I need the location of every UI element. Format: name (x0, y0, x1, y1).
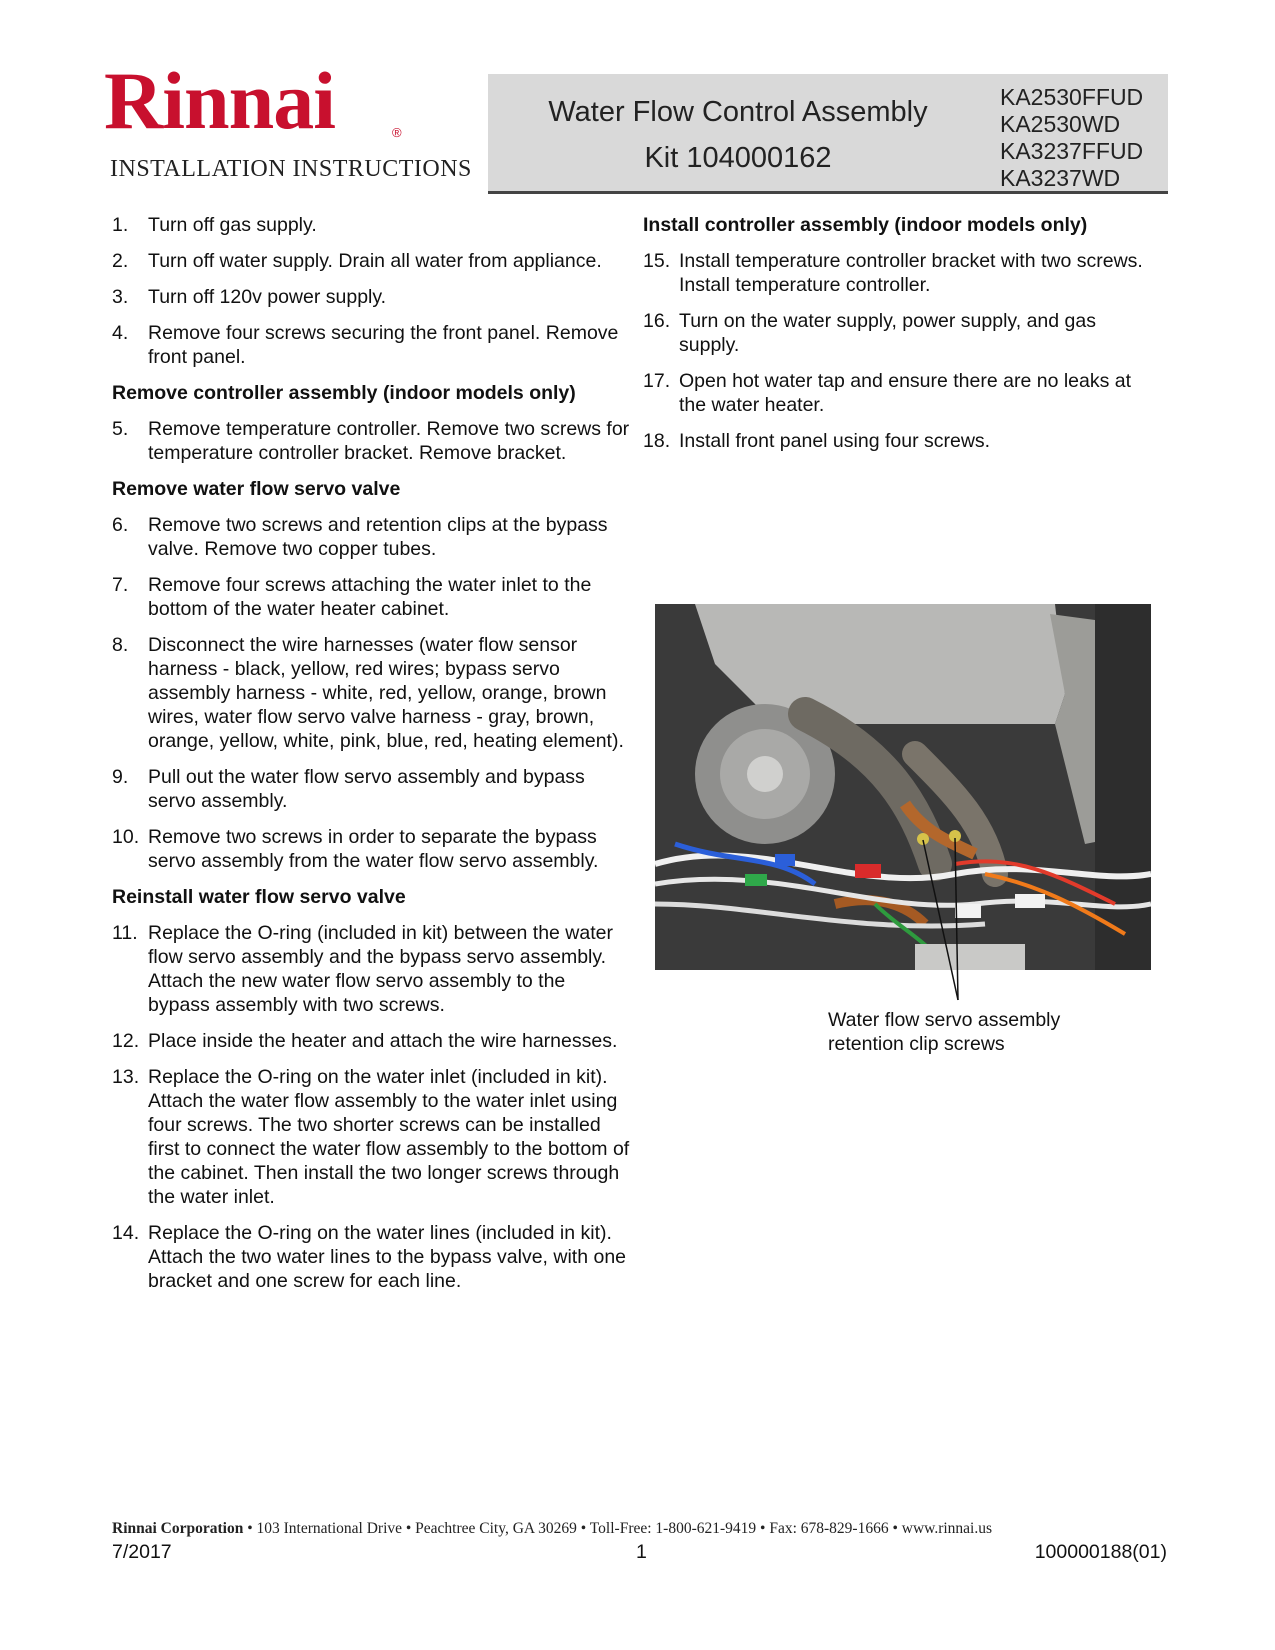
step-text: Remove four screws securing the front panel. Remove front panel. (148, 322, 619, 368)
caption-line: retention clip screws (828, 1033, 1005, 1055)
step-number: 1. (112, 214, 129, 236)
instruction-step (112, 417, 632, 465)
step-number: 10. (112, 826, 140, 848)
right-column (643, 213, 1153, 465)
instruction-step (112, 633, 632, 753)
title-banner (488, 74, 1168, 194)
step-text: Remove four screws attaching the water inlet to the bottom of the water heater cabinet. (148, 574, 592, 620)
section-heading-install-controller: Install controller assembly (indoor models only) (643, 214, 1088, 236)
step-text: Place inside the heater and attach the wire harnesses. (148, 1030, 618, 1052)
step-text: Remove two screws in order to separate the bypass servo assembly from the water flow servo assembly. (148, 826, 599, 872)
step-text: Remove two screws and retention clips at the bypass valve. Remove two copper tubes. (148, 514, 608, 560)
document-number: 100000188(01) (1034, 1541, 1167, 1563)
model-number: KA3237WD (1000, 165, 1121, 191)
instruction-step (112, 249, 632, 273)
step-text: Remove temperature controller. Remove two screws for temperature controller bracket. Remove bracket. (148, 418, 630, 464)
left-column (112, 213, 632, 1305)
step-number: 9. (112, 766, 129, 788)
step-number: 12. (112, 1030, 140, 1052)
step-number: 6. (112, 514, 129, 536)
instruction-step (112, 321, 632, 369)
instruction-step (112, 1029, 632, 1053)
instruction-step (112, 765, 632, 813)
instruction-step (643, 369, 1153, 417)
instruction-step (643, 309, 1153, 357)
water-heater-illustration (655, 604, 1151, 970)
footer-address: • 103 International Drive • Peachtree City, GA 30269 • Toll-Free: 1-800-621-9419 • Fax: 678-829-1666 • www.rinnai.us (243, 1520, 993, 1537)
model-number: KA3237FFUD (1000, 138, 1144, 164)
instruction-step (112, 513, 632, 561)
model-number: KA2530FFUD (1000, 84, 1144, 110)
step-number: 13. (112, 1066, 140, 1088)
instruction-step (112, 573, 632, 621)
instruction-step (112, 285, 632, 309)
step-text: Replace the O-ring on the water lines (included in kit). Attach the two water lines to the bypass valve, with one bracket and one screw for each line. (148, 1222, 627, 1292)
steps-group (112, 213, 632, 369)
photo-caption (828, 1008, 1060, 1056)
step-text: Open hot water tap and ensure there are no leaks at the water heater. (679, 370, 1132, 416)
document-title: Water Flow Control Assembly (548, 96, 928, 128)
instruction-step (112, 1065, 632, 1209)
step-number: 18. (643, 430, 671, 452)
section-heading-remove-controller: Remove controller assembly (indoor models only) (112, 382, 576, 404)
step-text: Turn off water supply. Drain all water from appliance. (148, 250, 602, 272)
step-text: Turn on the water supply, power supply, and gas supply. (679, 310, 1096, 356)
step-text: Turn off 120v power supply. (148, 286, 387, 308)
step-text: Disconnect the wire harnesses (water flow sensor harness - black, yellow, red wires; bypass servo assembly harness - white, red, yellow, orange, brown wires, water flow servo valve harness - gray, brown, orange, yellow, white, pink, blue, red, heating element). (148, 634, 624, 752)
steps-group (112, 921, 632, 1293)
footer-corporation: Rinnai Corporation (112, 1520, 244, 1537)
step-number: 3. (112, 286, 129, 308)
step-number: 15. (643, 250, 671, 272)
step-text: Replace the O-ring on the water inlet (included in kit). Attach the water flow assembly to the water inlet using four screws. The two shorter screws can be installed first to connect the water flow assembly to the bottom of the cabinet. Then install the two longer screws through the water inlet. (148, 1066, 630, 1208)
instruction-step (112, 825, 632, 873)
step-number: 8. (112, 634, 129, 656)
section-heading-reinstall-valve: Reinstall water flow servo valve (112, 886, 406, 908)
steps-group (112, 417, 632, 465)
steps-group (643, 249, 1153, 453)
step-number: 4. (112, 322, 129, 344)
step-number: 17. (643, 370, 671, 392)
steps-group (112, 513, 632, 873)
caption-line: Water flow servo assembly (828, 1009, 1061, 1031)
instruction-step (112, 213, 632, 237)
rinnai-logo: Rinnai (104, 55, 335, 146)
document-type-label: INSTALLATION INSTRUCTIONS (110, 156, 472, 182)
instruction-step (112, 921, 632, 1017)
registered-mark: ® (392, 125, 402, 140)
step-number: 16. (643, 310, 671, 332)
step-number: 2. (112, 250, 129, 272)
page-number: 1 (636, 1541, 647, 1563)
step-number: 5. (112, 418, 129, 440)
footer-contact (112, 1520, 1172, 1538)
water-heater-photo (655, 604, 1151, 970)
step-number: 14. (112, 1222, 140, 1244)
step-text: Install front panel using four screws. (679, 430, 991, 452)
instruction-step (112, 1221, 632, 1293)
step-text: Turn off gas supply. (148, 214, 317, 236)
instruction-step (643, 249, 1153, 297)
footer-date: 7/2017 (112, 1541, 172, 1563)
instruction-step (643, 429, 1153, 453)
step-number: 7. (112, 574, 129, 596)
step-text: Install temperature controller bracket with two screws. Install temperature controller. (679, 250, 1143, 296)
step-text: Pull out the water flow servo assembly and bypass servo assembly. (148, 766, 585, 812)
model-list (1000, 84, 1143, 192)
kit-number: Kit 104000162 (644, 142, 832, 174)
step-text: Replace the O-ring (included in kit) between the water flow servo assembly and the bypass servo assembly. Attach the new water flow servo assembly to the bypass assembly with two screws. (148, 922, 613, 1016)
model-number: KA2530WD (1000, 111, 1121, 137)
section-heading-remove-valve: Remove water flow servo valve (112, 478, 401, 500)
step-number: 11. (112, 922, 138, 944)
